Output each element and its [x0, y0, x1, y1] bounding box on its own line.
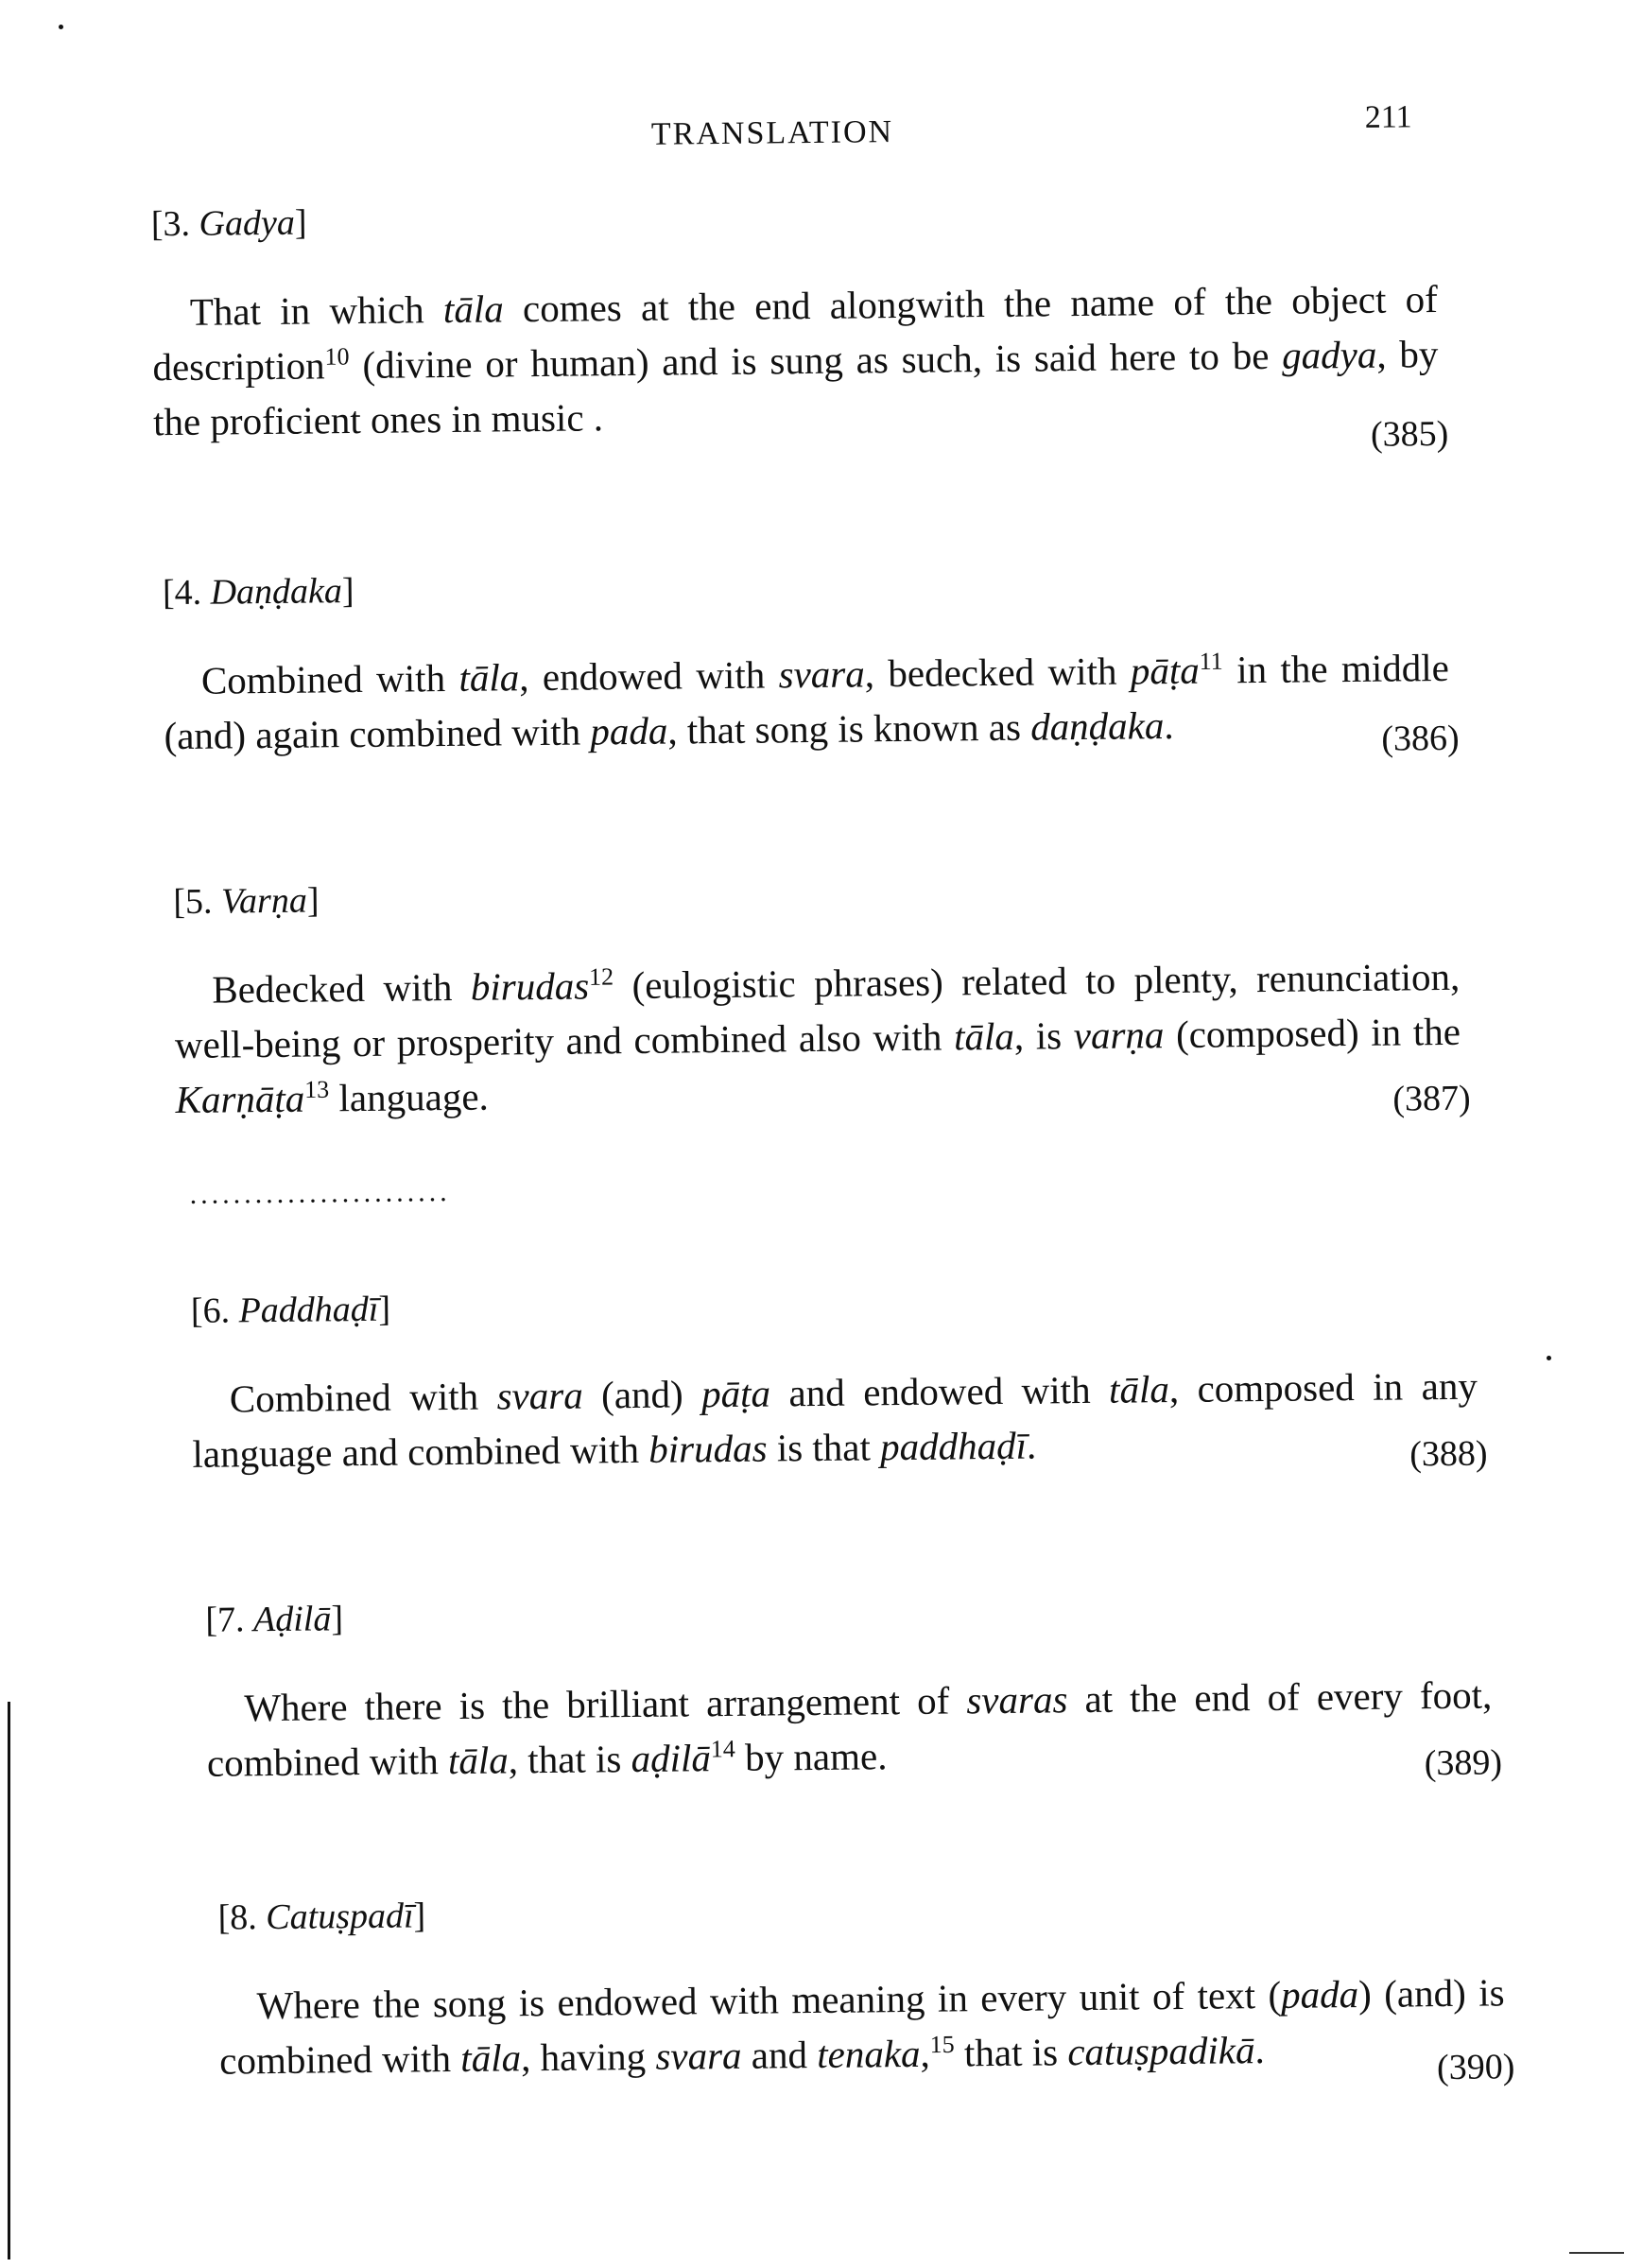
sanskrit-term: tāla — [448, 1738, 509, 1782]
sanskrit-term: birudas — [471, 963, 590, 1008]
sanskrit-term: aḍilā — [631, 1736, 711, 1780]
verse-segment: comes at the end alongwith the name of the object of description — [152, 277, 1438, 389]
footnote-marker: 12 — [589, 963, 614, 991]
sanskrit-term: tāla — [1109, 1367, 1169, 1411]
verse-segment: is that — [767, 1425, 880, 1469]
sanskrit-term: tāla — [458, 655, 519, 700]
sanskrit-term: tāla — [443, 286, 504, 331]
footnote-marker: 10 — [324, 342, 349, 370]
section-adila — [205, 1586, 1493, 1791]
verse-text — [152, 271, 1440, 449]
verse-segment: by name. — [735, 1734, 888, 1779]
section-paddhadi — [191, 1277, 1478, 1481]
sanskrit-term: svara — [655, 2034, 742, 2078]
section-heading: [4. Daṇḍaka] — [163, 559, 1448, 614]
footnote-marker: 14 — [711, 1735, 735, 1762]
sanskrit-term: pada — [590, 709, 667, 753]
verse-number: (388) — [1409, 1433, 1488, 1476]
verse-segment: , by the proficient ones in music . — [153, 332, 1439, 443]
verse-segment: Where the song is endowed with meaning in every unit of text ( — [256, 1973, 1281, 2027]
sanskrit-term: Karṇāṭa — [175, 1077, 304, 1121]
separator-dots: ........................ — [189, 1176, 450, 1211]
footnote-marker: 13 — [304, 1076, 329, 1103]
verse-text — [174, 949, 1461, 1127]
sanskrit-term: gadya — [1282, 333, 1377, 377]
section-varna — [173, 868, 1461, 1127]
sanskrit-term: pada — [1281, 1972, 1358, 2017]
verse-segment: , composed in any language and combined with — [192, 1364, 1478, 1476]
verse-number: (390) — [1437, 2046, 1515, 2088]
sanskrit-term: varṇa — [1074, 1013, 1165, 1057]
sanskrit-term: catuṣpadikā — [1067, 2028, 1255, 2073]
verse-segment: at the end of every foot, combined with — [207, 1673, 1493, 1785]
verse-segment: That in which — [190, 287, 444, 334]
section-dandaka — [163, 559, 1450, 763]
verse-segment: and endowed with — [770, 1368, 1109, 1415]
verse-segment: ) (and) is combined with — [219, 1970, 1505, 2082]
footnote-marker: 15 — [930, 2031, 955, 2058]
verse-segment: (composed) in the — [1164, 1010, 1461, 1056]
verse-segment: and — [741, 2033, 817, 2077]
sanskrit-term: daṇḍaka — [1030, 703, 1165, 748]
sanskrit-term: svara — [496, 1374, 583, 1418]
verse-segment: (divine or human) and is sung as such, is said here to be — [349, 334, 1282, 387]
section-catuspadi — [217, 1883, 1505, 2087]
page-number: 211 — [1365, 99, 1412, 136]
verse-segment: (eulogistic phrases) related to plenty, renunciation, well-being or prosperity and combined also with — [175, 955, 1461, 1066]
verse-text — [206, 1668, 1493, 1791]
verse-segment: , endowed with — [519, 652, 779, 699]
section-gadya — [151, 190, 1440, 449]
verse-segment: , having — [521, 2034, 656, 2079]
scan-bottom-line — [1569, 2252, 1624, 2254]
section-heading: [7. Aḍilā] — [205, 1586, 1491, 1641]
verse-segment: Combined with — [230, 1375, 497, 1421]
verse-segment: , — [920, 2032, 930, 2075]
verse-segment: , bedecked with — [864, 649, 1131, 695]
verse-number: (387) — [1392, 1078, 1471, 1120]
verse-segment: that is — [955, 2030, 1068, 2074]
verse-segment: Bedecked with — [212, 965, 471, 1012]
verse-segment: , that song is known as — [667, 705, 1030, 753]
verse-segment: in the middle (and) again combined with — [164, 646, 1449, 757]
verse-segment: language. — [329, 1075, 489, 1120]
sanskrit-term: tenaka — [817, 2032, 921, 2076]
verse-number: (385) — [1371, 413, 1449, 456]
sanskrit-term: svara — [778, 651, 865, 696]
verse-segment: . — [1164, 703, 1174, 747]
verse-number: (386) — [1381, 718, 1460, 760]
sanskrit-term: paddhaḍī — [880, 1424, 1027, 1469]
verse-segment: Combined with — [201, 656, 459, 702]
sanskrit-term: pāṭa — [1131, 649, 1200, 693]
verse-text — [192, 1359, 1478, 1481]
sanskrit-term: tāla — [460, 2035, 521, 2080]
scan-speck — [1547, 1356, 1551, 1360]
section-heading: [3. Gadya] — [151, 190, 1437, 245]
running-head: TRANSLATION — [651, 114, 894, 153]
verse-segment: . — [1254, 2028, 1265, 2071]
scan-speck — [59, 25, 63, 29]
section-heading: [8. Catuṣpadī] — [217, 1883, 1503, 1938]
verse-text — [164, 640, 1450, 763]
scan-edge-line — [8, 1702, 10, 2259]
section-heading: [5. Varṇa] — [173, 868, 1459, 923]
sanskrit-term: birudas — [648, 1427, 768, 1471]
verse-segment: . — [1027, 1424, 1037, 1467]
sanskrit-term: tāla — [954, 1014, 1014, 1059]
verse-segment: (and) — [582, 1372, 701, 1416]
sanskrit-term: pāṭa — [701, 1371, 770, 1415]
sanskrit-term: svaras — [966, 1677, 1068, 1722]
footnote-marker: 11 — [1200, 648, 1223, 675]
section-heading: [6. Paddhaḍī] — [191, 1277, 1477, 1332]
verse-segment: Where there is the brilliant arrangement of — [244, 1678, 966, 1729]
verse-segment: , is — [1014, 1013, 1074, 1058]
verse-segment: , that is — [509, 1737, 631, 1781]
verse-number: (389) — [1424, 1741, 1502, 1784]
verse-text — [218, 1965, 1505, 2087]
